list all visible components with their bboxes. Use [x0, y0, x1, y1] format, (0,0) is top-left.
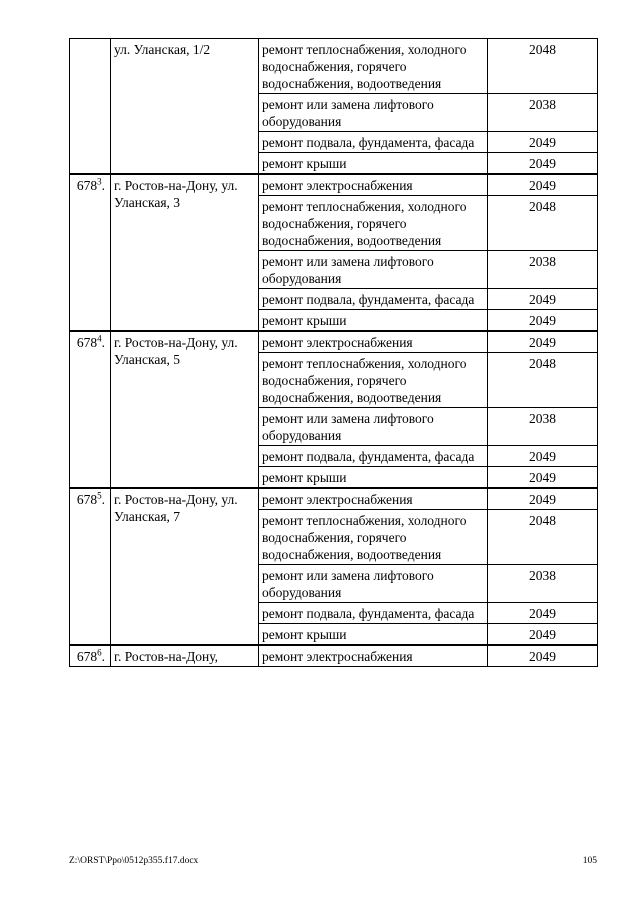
year-cell: 2048 — [488, 39, 598, 94]
work-type-cell: ремонт крыши — [259, 153, 488, 175]
work-type-cell: ремонт подвала, фундамента, фасада — [259, 446, 488, 467]
work-type-cell: ремонт теплоснабжения, холодного водоснабжения, горячего водоснабжения, водоотведения — [259, 353, 488, 408]
year-cell: 2038 — [488, 94, 598, 132]
work-type-cell: ремонт теплоснабжения, холодного водоснабжения, горячего водоснабжения, водоотведения — [259, 39, 488, 94]
item-number-cell — [70, 488, 111, 645]
item-number-superscript: 4 — [97, 333, 102, 344]
year-cell: 2048 — [488, 353, 598, 408]
work-type-cell: ремонт или замена лифтового оборудования — [259, 251, 488, 289]
work-type-cell: ремонт или замена лифтового оборудования — [259, 408, 488, 446]
year-cell: 2048 — [488, 510, 598, 565]
year-cell: 2049 — [488, 488, 598, 510]
work-type-cell: ремонт или замена лифтового оборудования — [259, 94, 488, 132]
year-cell: 2049 — [488, 153, 598, 175]
work-type-cell: ремонт электроснабжения — [259, 645, 488, 667]
work-type-cell: ремонт электроснабжения — [259, 488, 488, 510]
year-cell: 2038 — [488, 565, 598, 603]
item-number-dot: . — [101, 649, 105, 664]
work-type-cell: ремонт крыши — [259, 310, 488, 332]
work-type-cell: ремонт электроснабжения — [259, 174, 488, 196]
item-number-superscript: 5 — [97, 490, 102, 501]
year-cell: 2049 — [488, 310, 598, 332]
item-number-dot: . — [101, 178, 105, 193]
footer-page-number: 105 — [582, 856, 597, 866]
footer-file-path: Z:\ORST\Ppo\0512p355.f17.docx — [69, 856, 199, 866]
address-cell: г. Ростов-на-Дону, ул. Уланская, 7 — [111, 488, 259, 645]
table-row — [70, 39, 598, 94]
item-number-cell — [70, 39, 111, 175]
year-cell: 2049 — [488, 446, 598, 467]
year-cell: 2049 — [488, 331, 598, 353]
address-cell: ул. Уланская, 1/2 — [111, 39, 259, 175]
item-number-superscript: 3 — [97, 176, 102, 187]
table-row — [70, 645, 598, 667]
table-row — [70, 488, 598, 510]
year-cell: 2048 — [488, 196, 598, 251]
repair-schedule-table — [69, 38, 598, 667]
address-cell: г. Ростов-на-Дону, — [111, 645, 259, 667]
address-cell: г. Ростов-на-Дону, ул. Уланская, 5 — [111, 331, 259, 488]
year-cell: 2049 — [488, 645, 598, 667]
item-number-cell — [70, 174, 111, 331]
work-type-cell: ремонт подвала, фундамента, фасада — [259, 132, 488, 153]
work-type-cell: ремонт подвала, фундамента, фасада — [259, 603, 488, 624]
table-row — [70, 331, 598, 353]
work-type-cell: ремонт крыши — [259, 467, 488, 489]
table-body — [70, 39, 598, 667]
year-cell: 2049 — [488, 132, 598, 153]
item-number-superscript: 6 — [97, 647, 102, 658]
item-number: 678 — [76, 335, 98, 350]
year-cell: 2049 — [488, 174, 598, 196]
item-number-cell — [70, 331, 111, 488]
item-number-cell — [70, 645, 111, 667]
work-type-cell: ремонт подвала, фундамента, фасада — [259, 289, 488, 310]
item-number: 678 — [76, 178, 98, 193]
year-cell: 2038 — [488, 408, 598, 446]
work-type-cell: ремонт теплоснабжения, холодного водоснабжения, горячего водоснабжения, водоотведения — [259, 510, 488, 565]
year-cell: 2038 — [488, 251, 598, 289]
item-number: 678 — [76, 649, 98, 664]
item-number-dot: . — [101, 335, 105, 350]
work-type-cell: ремонт теплоснабжения, холодного водоснабжения, горячего водоснабжения, водоотведения — [259, 196, 488, 251]
address-cell: г. Ростов-на-Дону, ул. Уланская, 3 — [111, 174, 259, 331]
work-type-cell: ремонт или замена лифтового оборудования — [259, 565, 488, 603]
year-cell: 2049 — [488, 624, 598, 646]
item-number: 678 — [76, 492, 98, 507]
item-number-dot: . — [101, 492, 105, 507]
table-row — [70, 174, 598, 196]
year-cell: 2049 — [488, 603, 598, 624]
year-cell: 2049 — [488, 289, 598, 310]
work-type-cell: ремонт электроснабжения — [259, 331, 488, 353]
year-cell: 2049 — [488, 467, 598, 489]
work-type-cell: ремонт крыши — [259, 624, 488, 646]
